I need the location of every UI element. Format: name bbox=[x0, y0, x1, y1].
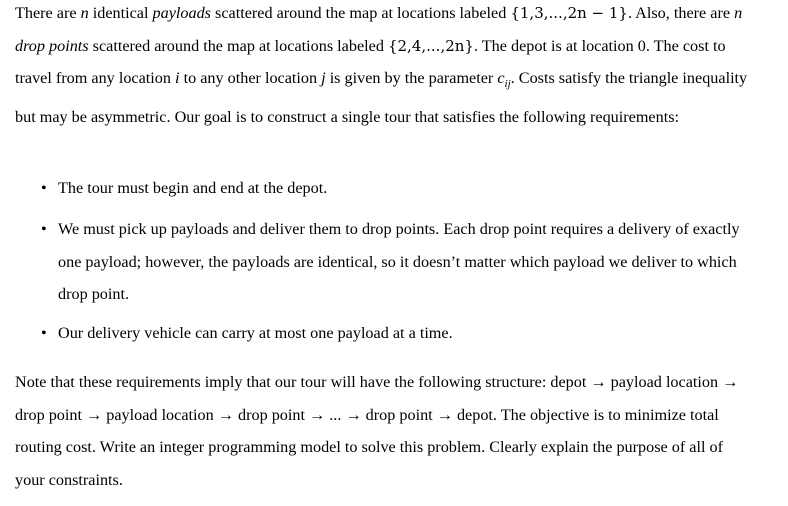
intro-text: scattered around the map at locations labeled bbox=[88, 36, 388, 55]
requirement-text: The tour must begin and end at the depot. bbox=[58, 179, 328, 197]
intro-text: There are bbox=[15, 4, 81, 22]
drop-point-set: {2,4,...,2n} bbox=[387, 36, 474, 55]
cost-parameter: c bbox=[497, 69, 505, 87]
intro-text: identical bbox=[88, 4, 153, 22]
intro-term-drop-points: n drop points bbox=[15, 4, 743, 55]
list-item bbox=[41, 213, 748, 311]
intro-var-i: i bbox=[175, 69, 180, 87]
intro-text: to any other location bbox=[179, 69, 322, 87]
list-item bbox=[41, 317, 748, 350]
bullet-icon: • bbox=[41, 324, 47, 342]
intro-text: is given by the parameter bbox=[325, 69, 498, 87]
intro-var-n: n bbox=[80, 4, 89, 22]
intro-term-payloads: payloads bbox=[152, 4, 211, 22]
payload-set: {1,3,...,2n − 1} bbox=[510, 4, 628, 22]
requirement-text: We must pick up payloads and deliver them to drop points. Each drop point requires a delivery of exactly one payload; however, the payloads are identical, so it doesn’t matter which payload we deliver to which drop point. bbox=[58, 220, 740, 303]
intro-paragraph bbox=[15, 0, 750, 133]
intro-text: scattered around the map at locations labeled bbox=[210, 4, 511, 22]
intro-text: . The depot is at location 0. The cost to travel from any location bbox=[15, 36, 726, 87]
intro-text: . Also, there are bbox=[627, 4, 735, 22]
requirement-text: Our delivery vehicle can carry at most one payload at a time. bbox=[58, 324, 453, 342]
bullet-icon: • bbox=[41, 179, 47, 197]
intro-text: . Costs satisfy the triangle inequality but may be asymmetric. Our goal is to construct a single tour that satisfies the following requirements: bbox=[15, 69, 748, 126]
list-item bbox=[41, 172, 748, 205]
cost-subscript: ij bbox=[504, 78, 511, 91]
closing-paragraph: Note that these requirements imply that our tour will have the following structure: depot → payload location → drop point → payload location → drop point → ... → drop point → depot. The objective is to minimize total routing cost. Write an integer programming model to solve this problem. Clearly explain the purpose of all of your constraints. bbox=[15, 373, 739, 489]
intro-var-j: j bbox=[321, 69, 326, 87]
bullet-icon: • bbox=[41, 220, 47, 238]
